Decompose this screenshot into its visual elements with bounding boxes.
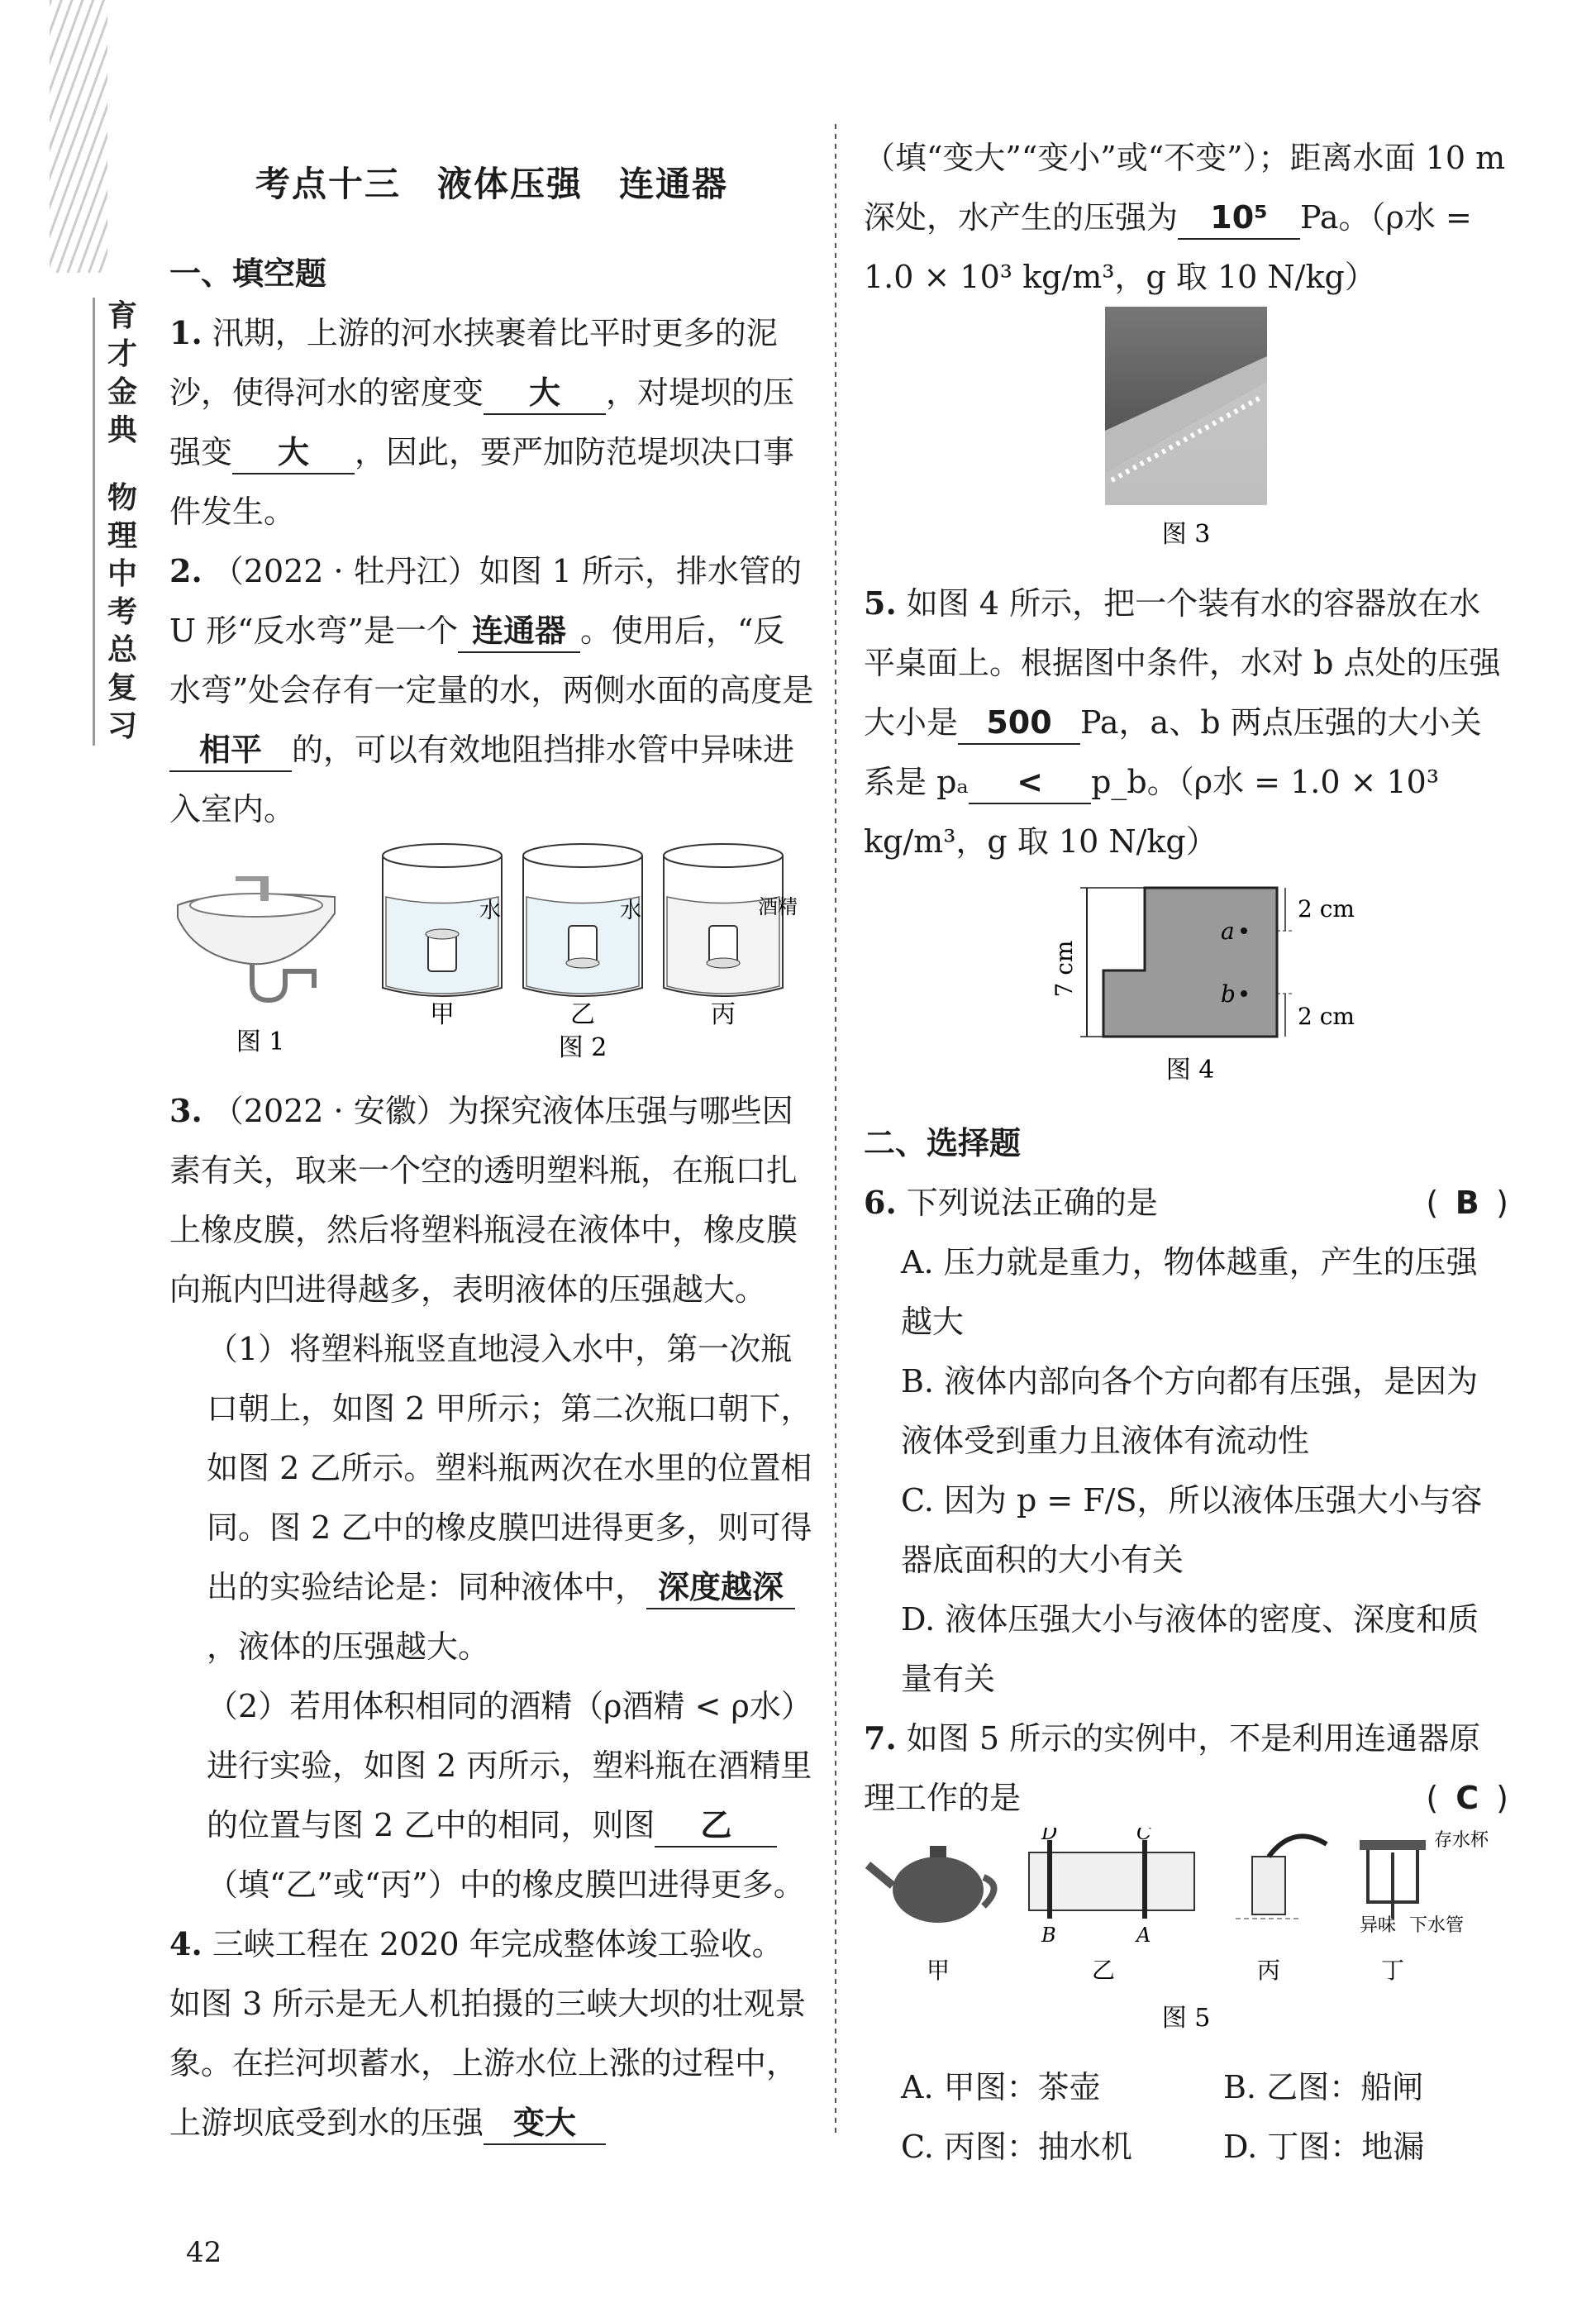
option-b: B. 乙图：船闸 (1223, 2069, 1424, 2105)
drain-label: 异味 (1360, 1915, 1397, 1936)
answer-blank: 变大 (484, 2102, 606, 2145)
question-text: 汛期，上游的河水挟裹着比平时更多的泥沙，使得河水的密度变 (169, 315, 778, 411)
question-number: 3. (169, 1092, 202, 1129)
sidebar-char: 金 (107, 375, 137, 409)
floor-drain-illustration (1360, 1830, 1489, 1936)
answer-blank: 大 (484, 372, 606, 415)
label-yi: 乙 (1091, 1957, 1116, 1984)
beaker-jia (383, 844, 502, 996)
question-3-part-2 (169, 1676, 814, 1914)
answer-blank: < (969, 761, 1091, 804)
sink-illustration (178, 876, 335, 1000)
question-3 (169, 1081, 814, 1319)
answer-blank: 乙 (655, 1805, 777, 1848)
question-number: 7. (864, 1719, 897, 1757)
sidebar-char: 考 (107, 595, 137, 629)
sidebar-char: 理 (107, 519, 137, 553)
question-text: （填“变大”“变小”或“不变”）；距离水面 10 m 深处，水产生的压强为 (864, 140, 1506, 236)
liquid-label: 水 (479, 899, 502, 923)
question-text: p_b。（ρ水 = 1.0 × 10³ kg/m³，g 取 10 N/kg） (864, 764, 1440, 860)
sidebar-char: 才 (107, 337, 137, 371)
question-text: 下列说法正确的是 (906, 1185, 1158, 1221)
question-number: 4. (169, 1925, 202, 1962)
point-a: a (1221, 918, 1235, 945)
drain-label: 下水管 (1409, 1915, 1465, 1936)
teapot-illustration (868, 1846, 994, 1923)
option-a: A. 压力就是重力，物体越重，产生的压强越大 (901, 1244, 1478, 1340)
lock-label: A (1136, 1924, 1151, 1947)
question-text: （2022 · 牡丹江）如图 1 所示，排水管的 U 形“反水弯”是一个 (169, 553, 803, 649)
lock-label: D (1041, 1828, 1058, 1844)
question-4 (169, 1914, 814, 2153)
page-number: 42 (186, 2236, 222, 2269)
question-text: （2022 · 安徽）为探究液体压强与哪些因素有关，取来一个空的透明塑料瓶，在瓶口扎上橡皮膜，然后将塑料瓶浸在液体中，橡皮膜向瓶内凹进得越多，表明液体的压强越大。 (169, 1093, 798, 1308)
answer-blank: 相平 (169, 729, 292, 772)
figure-1-caption: 图 1 (236, 1027, 285, 1056)
label-jia: 甲 (926, 1957, 950, 1984)
book-series-sidebar (93, 298, 145, 746)
liquid-label: 酒精 (758, 895, 798, 918)
left-column (169, 244, 814, 2153)
column-divider (835, 124, 836, 2133)
sidebar-char: 复 (107, 671, 137, 705)
question-number: 6. (864, 1184, 897, 1221)
label-yi: 乙 (570, 1000, 595, 1029)
label-ding: 丁 (1380, 1957, 1405, 1984)
question-6 (864, 1173, 1508, 1233)
question-text: （1）将塑料瓶竖直地浸入水中，第一次瓶口朝上，如图 2 甲所示；第二次瓶口朝下，如图 2 乙所示。塑料瓶两次在水里的位置相同。图 2 乙中的橡皮膜凹进得更多，则可得出的实验结论是：同种液体中， (207, 1331, 812, 1605)
option-c: C. 因为 p = F/S，所以液体压强大小与容器底面积的大小有关 (901, 1482, 1483, 1578)
question-text: 如图 4 所示，把一个装有水的容器放在水平桌面上。根据图中条件，水对 b 点处的压强大小是 (864, 585, 1501, 741)
dim-total: 7 cm (1051, 940, 1078, 998)
beaker-yi (523, 844, 642, 996)
dim-top: 2 cm (1298, 895, 1355, 923)
question-text: 三峡工程在 2020 年完成整体竣工验收。如图 3 所示是无人机拍摄的三峡大坝的壮观景象。在拦河坝蓄水，上游水位上涨的过程中，上游坝底受到水的压强 (169, 1926, 807, 2141)
answer-choice: C (1455, 1780, 1479, 1816)
question-number: 2. (169, 552, 202, 589)
label-bing: 丙 (1256, 1957, 1281, 1984)
question-text: 的，可以有效地阻挡排水管中异味进入室内。 (169, 732, 795, 827)
label-jia: 甲 (430, 1000, 455, 1029)
answer-paren: ( B ) (1426, 1173, 1508, 1233)
question-text: ，液体的压强越大。 (207, 1628, 490, 1665)
lock-label: B (1041, 1924, 1056, 1947)
answer-paren: ( C ) (1426, 1768, 1508, 1828)
answer-blank: 500 (958, 702, 1080, 745)
sidebar-char: 物 (107, 481, 137, 515)
answer-choice: B (1455, 1185, 1479, 1221)
question-4-continued (864, 128, 1508, 307)
sidebar-char: 典 (107, 413, 137, 447)
question-number: 1. (169, 314, 202, 351)
answer-blank: 连通器 (458, 610, 580, 653)
question-5 (864, 574, 1508, 871)
option-d: D. 液体压强大小与液体的密度、深度和质量有关 (901, 1601, 1479, 1697)
figure-4-caption: 图 4 (1165, 1056, 1215, 1085)
answer-blank: 大 (232, 432, 355, 474)
question-text: （2）若用体积相同的酒精（ρ酒精 < ρ水）进行实验，如图 2 丙所示，塑料瓶在酒精里的位置与图 2 乙中的相同，则图 (207, 1688, 812, 1843)
sidebar-char: 总 (107, 633, 137, 667)
figure-5 (864, 1828, 1508, 2038)
question-1 (169, 303, 814, 541)
question-text: （填“乙”或“丙”）中的橡皮膜凹进得更多。 (207, 1867, 805, 1903)
figure-3-caption: 图 3 (1161, 520, 1211, 549)
dim-bottom: 2 cm (1298, 1003, 1355, 1030)
question-7 (864, 1709, 1508, 1828)
liquid-label: 水 (620, 899, 642, 923)
option-d: D. 丁图：地漏 (1223, 2129, 1425, 2165)
question-7-options (864, 2057, 1508, 2177)
beaker-bing (664, 844, 798, 996)
answer-blank: 深度越深 (646, 1566, 795, 1609)
water-container (1103, 888, 1277, 1037)
drain-label: 存水杯 (1434, 1830, 1489, 1851)
question-text: ，对堤坝的压强变 (169, 374, 795, 470)
sidebar-char: 育 (107, 299, 137, 333)
point-b: b (1221, 980, 1236, 1008)
question-text: ，因此，要严加防范堤坝决口事件发生。 (169, 434, 795, 530)
question-number: 5. (864, 584, 897, 622)
figure-3 (864, 307, 1508, 555)
pump-illustration (1236, 1836, 1327, 1919)
option-a: A. 甲图：茶壶 (901, 2069, 1101, 2105)
figure-2-caption: 图 2 (558, 1033, 607, 1062)
lock-label: C (1136, 1828, 1152, 1844)
sidebar-char: 习 (107, 709, 137, 743)
label-bing: 丙 (711, 1000, 736, 1029)
question-text: Pa，a、b 两点压强的大小关系是 pₐ (864, 704, 1482, 800)
question-3-part-1 (169, 1319, 814, 1676)
page-title: 考点十三 液体压强 连通器 (255, 164, 728, 204)
question-text: 。使用后，“反水弯”处会存有一定量的水，两侧水面的高度是 (169, 613, 814, 708)
section-heading-choice: 二、选择题 (864, 1125, 1022, 1161)
ship-lock-illustration (1029, 1828, 1194, 1947)
right-column (864, 128, 1508, 2177)
question-2 (169, 541, 814, 839)
decorative-stripes (50, 0, 107, 273)
figure-4 (864, 871, 1508, 1094)
section-heading-fill: 一、填空题 (169, 255, 327, 292)
question-text: Pa。（ρ水 = 1.0 × 10³ kg/m³，g 取 10 N/kg） (864, 199, 1472, 295)
answer-blank: 10⁵ (1178, 197, 1300, 240)
option-b: B. 液体内部向各个方向都有压强，是因为液体受到重力且液体有流动性 (901, 1363, 1479, 1459)
figure-5-caption: 图 5 (1161, 2004, 1211, 2033)
option-c: C. 丙图：抽水机 (901, 2129, 1132, 2165)
figure-1-2 (169, 839, 814, 1062)
question-text: 如图 5 所示的实例中，不是利用连通器原理工作的是 (864, 1720, 1481, 1816)
sidebar-char: 中 (107, 557, 137, 591)
